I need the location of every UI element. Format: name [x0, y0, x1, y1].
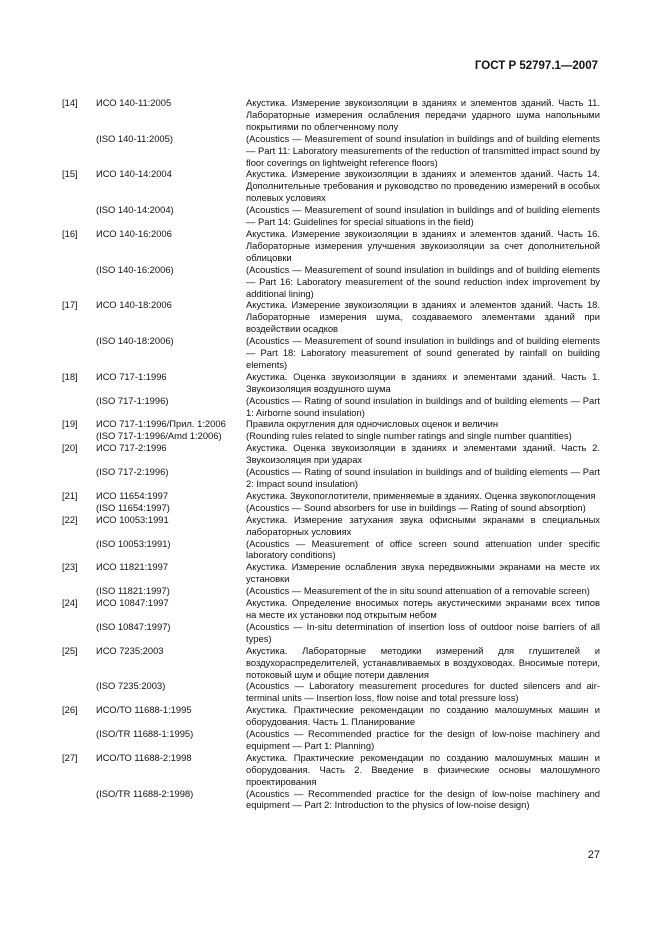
- standard-title: Акустика. Измерение ослабления звука передвижными экранами на месте их установки: [246, 561, 600, 585]
- standard-title: Акустика. Практические рекомендации по созданию малошумных машин и оборудования. Часть 1. Планирование: [246, 704, 600, 728]
- reference-row: [62, 680, 600, 704]
- standard-title: (Acoustics — Rating of sound insulation in buildings and of building elements — Part 1: Airborne sound insulation): [246, 394, 600, 418]
- standard-title: Акустика. Измерение звукоизоляции в зданиях и элементов зданий. Часть 11. Лабораторные измерения ослабления передачи ударного шума напольными покрытиями по облегченному полу: [246, 97, 600, 132]
- standard-title: Акустика. Измерение звукоизоляции в зданиях и элементов зданий. Часть 16. Лабораторные измерения улучшения звукоизоляции за счет дополнительной облицовки: [246, 227, 600, 263]
- standard-title: Акустика. Оценка звукоизоляции в зданиях и элементами зданий. Часть 1. Звукоизоляция воздушного шума: [246, 370, 600, 394]
- standard-title: (Acoustics — Recommended practice for the design of low-noise machinery and equipment — Part 1: Planning): [246, 728, 600, 751]
- standard-title: Акустика. Практические рекомендации по созданию малошумных машин и оборудования. Часть 2. Введение в физические основы малошумного проектирования: [246, 751, 600, 787]
- standard-title: (Acoustics — Measurement of sound insulation in buildings and of building elements — Part 14: Guidelines for special situations in the field): [246, 204, 600, 228]
- standard-code: (ISO 140-14:2004): [96, 204, 174, 216]
- standard-code: ИСО 10053:1991: [96, 513, 169, 525]
- standard-title: Акустика. Звукопоглотители, применяемые в зданиях. Оценка звукопоглощения: [246, 489, 596, 501]
- standard-code: ИСО 140-18:2006: [96, 299, 172, 311]
- standard-code: (ISO 140-18:2006): [96, 335, 174, 347]
- reference-row: [62, 538, 600, 562]
- reference-row: [62, 418, 600, 430]
- standard-title: Акустика. Измерение звукоизоляции в зданиях и элементов зданий. Часть 14. Дополнительные требования и руководство по проведению измерений в особых полевых условиях: [246, 168, 600, 204]
- reference-number: [14]: [62, 97, 78, 108]
- standard-title: Акустика. Лабораторные методики измерений для глушителей и воздухораспределителей, устанавливаемых в воздуховодах. Вносимые потери, потоковый шум и общие потери давления: [246, 644, 600, 680]
- reference-row: [62, 490, 600, 502]
- reference-number: [17]: [62, 299, 78, 311]
- standard-code: (ISO 140-16:2006): [96, 263, 174, 275]
- reference-row: [62, 97, 600, 133]
- reference-number: [19]: [62, 418, 78, 430]
- reference-number: [15]: [62, 168, 78, 180]
- reference-row: [62, 299, 600, 335]
- standard-title: (Acoustics — Measurement of office screen sound attenuation under specific laboratory conditions): [246, 537, 600, 561]
- standard-code: (ISO 11821:1997): [96, 585, 170, 597]
- reference-row: [62, 371, 600, 395]
- standard-code: (ISO/TR 11688-1:1995): [96, 728, 194, 740]
- bibliography-list: [62, 97, 600, 811]
- reference-row: [62, 621, 600, 645]
- reference-row: [62, 704, 600, 728]
- standard-code: (ISO 11654:1997): [96, 501, 170, 513]
- standard-code: ИСО 140-16:2006: [96, 227, 172, 239]
- reference-number: [20]: [62, 442, 78, 454]
- reference-row: [62, 228, 600, 264]
- reference-row: [62, 502, 600, 514]
- reference-row: [62, 788, 600, 812]
- reference-row: [62, 168, 600, 204]
- reference-row: [62, 133, 600, 169]
- reference-row: [62, 395, 600, 419]
- reference-number: [27]: [62, 751, 78, 763]
- standard-title: (Rounding rules related to single number ratings and single number quantities): [246, 430, 572, 442]
- reference-number: [21]: [62, 489, 78, 501]
- reference-row: [62, 204, 600, 228]
- standard-code: ИСО/ТО 11688-1:1995: [96, 704, 192, 716]
- reference-number: [25]: [62, 644, 78, 656]
- document-id-header: ГОСТ Р 52797.1—2007: [474, 60, 598, 72]
- reference-row: [62, 597, 600, 621]
- standard-code: (ISO 10053:1991): [96, 537, 171, 549]
- reference-row: [62, 466, 600, 490]
- reference-number: [16]: [62, 227, 78, 239]
- standard-title: Акустика. Оценка звукоизоляции в зданиях и элементами зданий. Часть 2. Звукоизоляция при ударах: [246, 442, 600, 466]
- standard-title: (Acoustics — Measurement of the in situ sound attenuation of a removable screen): [246, 585, 590, 597]
- standard-code: (ISO/TR 11688-2:1998): [96, 787, 194, 799]
- reference-number: [24]: [62, 597, 78, 609]
- standard-title: (Acoustics — Sound absorbers for use in buildings — Rating of sound absorption): [246, 501, 586, 513]
- standard-code: ИСО 7235:2003: [96, 644, 164, 656]
- standard-title: (Acoustics — In-situ determination of insertion loss of outdoor noise barriers of all types): [246, 620, 600, 644]
- reference-number: [22]: [62, 513, 78, 525]
- reference-row: [62, 264, 600, 300]
- reference-number: [23]: [62, 561, 78, 573]
- standard-title: Правила округления для одночисловых оценок и величин: [246, 418, 499, 430]
- standard-code: (ISO 140-11:2005): [96, 132, 173, 144]
- reference-number: [18]: [62, 370, 78, 382]
- standard-title: Акустика. Определение вносимых потерь акустическими экранами всех типов на месте их установки под открытым небом: [246, 597, 600, 620]
- standard-code: (ISO 717-2:1996): [96, 466, 169, 478]
- standard-code: ИСО/ТО 11688-2:1998: [96, 751, 192, 763]
- reference-row: [62, 561, 600, 585]
- reference-row: [62, 752, 600, 788]
- standard-code: (ISO 717-1:1996): [96, 394, 169, 406]
- standard-code: ИСО 140-14:2004: [96, 168, 172, 180]
- standard-code: ИСО 140-11:2005: [96, 97, 172, 108]
- standard-title: Акустика. Измерение звукоизоляции в зданиях и элементов зданий. Часть 18. Лабораторные измерения шума, создаваемого элементами зданий при воздействии осадков: [246, 299, 600, 335]
- reference-row: [62, 442, 600, 466]
- reference-row: [62, 430, 600, 442]
- standard-code: ИСО 717-1:1996/Прил. 1:2006: [96, 418, 226, 430]
- reference-row: [62, 645, 600, 681]
- reference-row: [62, 728, 600, 752]
- standard-code: (ISO 717-1:1996/Amd 1:2006): [96, 430, 222, 442]
- standard-title: (Acoustics — Measurement of sound insulation in buildings and of building elements — Part 11: Laboratory measurements of the reduction of transmitted impact sound by floor coverings on lightweight reference floors): [246, 132, 600, 168]
- reference-row: [62, 514, 600, 538]
- standard-code: ИСО 11821:1997: [96, 561, 169, 573]
- standard-title: (Acoustics — Measurement of sound insulation in buildings and of building elements — Part 16: Laboratory measurement of the sound reduction index improvement by additional lining): [246, 263, 600, 299]
- page-number: 27: [587, 849, 600, 861]
- standard-code: ИСО 11654:1997: [96, 489, 169, 501]
- reference-number: [26]: [62, 704, 78, 716]
- standard-code: ИСО 717-1:1996: [96, 370, 167, 382]
- standard-title: (Acoustics — Rating of sound insulation in buildings and of building elements — Part 2: Impact sound insulation): [246, 466, 600, 489]
- reference-row: [62, 335, 600, 371]
- standard-title: (Acoustics — Laboratory measurement procedures for ducted silencers and air-terminal units — Insertion loss, flow noise and total pressure loss): [246, 680, 600, 704]
- standard-code: ИСО 717-2:1996: [96, 442, 167, 454]
- standard-title: Акустика. Измерение затухания звука офисными экранами в специальных лабораторных условиях: [246, 513, 600, 537]
- standard-code: (ISO 10847:1997): [96, 620, 171, 632]
- standard-code: ИСО 10847:1997: [96, 597, 169, 609]
- standard-title: (Acoustics — Measurement of sound insulation in buildings and of building elements — Part 18: Laboratory measurement of sound generated by rainfall on building elements): [246, 335, 600, 370]
- standard-title: (Acoustics — Recommended practice for the design of low-noise machinery and equipment — Part 2: Introduction to the physics of low-noise design): [246, 787, 600, 811]
- reference-row: [62, 585, 600, 597]
- standard-code: (ISO 7235:2003): [96, 680, 166, 692]
